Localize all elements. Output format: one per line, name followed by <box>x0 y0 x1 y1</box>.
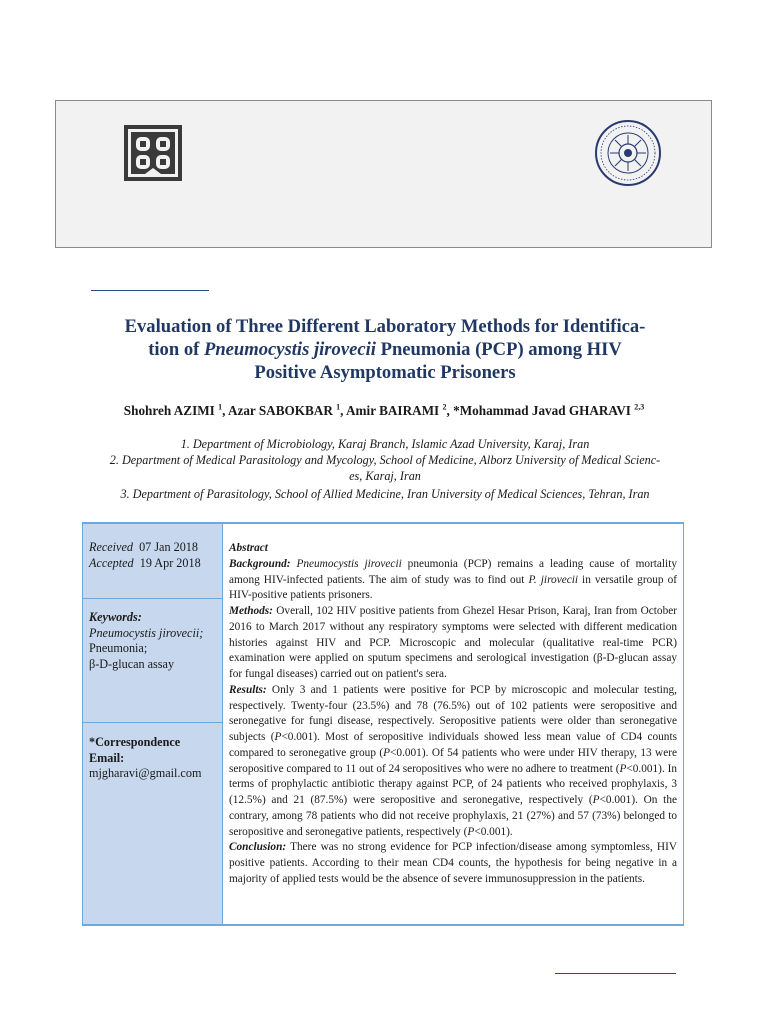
author-name: Shohreh AZIMI <box>123 403 215 418</box>
author-name: *Mohammad Javad GHARAVI <box>453 403 631 418</box>
affiliation: 3. Department of Parasitology, School of Allied Medicine, Iran University of Medical Sciences, Tehran, Iran <box>120 487 650 501</box>
header-rule <box>91 290 209 291</box>
email-link[interactable]: mjgharavi@gmail.com <box>89 766 202 780</box>
article-info-sidebar <box>83 524 223 924</box>
author-name: Amir BAIRAMI <box>346 403 440 418</box>
correspondence-section: *Correspondence Email: mjgharavi@gmail.com <box>89 735 218 782</box>
sidebar-divider <box>83 722 222 723</box>
affiliation: es, Karaj, Iran <box>349 469 421 483</box>
sidebar-divider <box>83 598 222 599</box>
journal-header-banner <box>55 100 712 248</box>
affiliation: 2. Department of Medical Parasitology and Mycology, School of Medicine, Alborz University of Medical Scienc- <box>109 453 661 467</box>
abstract-heading: Abstract <box>229 542 268 554</box>
article-title: Evaluation of Three Different Laboratory Methods for Identifica- tion of Pneumocystis jirovecii Pneumonia (PCP) among HIV Positive Asymptomatic Prisoners <box>124 316 646 383</box>
footnote-rule <box>555 973 676 974</box>
abstract-background: Background: Pneumocystis jirovecii pneumonia (PCP) remains a leading cause of mortality among HIV-infected patients. The aim of study was to find out P. jirovecii in versatile group of HIV-positive patients prisoners. <box>229 557 677 602</box>
abstract-methods: Methods: Overall, 102 HIV positive patients from Ghezel Hesar Prison, Karaj, Iran from October 2016 to March 2017 without any respiratory symptoms were selected with different medication histories against HIV and PCP. Microscopic and molecular (qualitative real-time PCR) examination were applied on sputum specimens and serological investigation (β-D-glucan assay for fungal diseases) carried out on patient's sera. <box>229 605 677 680</box>
keywords-section: Keywords: Pneumocystis jirovecii; Pneumonia; β-D-glucan assay <box>89 610 204 671</box>
author-list: Shohreh AZIMI $^1$, Azar SABOKBAR $^1$, Amir BAIRAMI $^2$, *Mohammad Javad GHARAVI $^{2,3}$ <box>123 402 645 418</box>
publisher-logo-icon <box>124 125 182 181</box>
affiliation: 1. Department of Microbiology, Karaj Branch, Islamic Azad University, Karaj, Iran <box>180 437 590 451</box>
background-text: Pneumocystis jirovecii pneumonia (PCP) remains a leading cause of mortality among HIV-infected patients. The aim of study was to find out P. jirovecii in versatile group of HIV-positive patients prisoners. <box>229 557 677 602</box>
abstract-text <box>229 541 677 888</box>
article-dates: Received 07 Jan 2018 Accepted 19 Apr 2018 <box>89 540 201 570</box>
abstract-box <box>82 522 684 926</box>
society-seal-icon <box>594 119 662 187</box>
results-text: Only 3 and 1 patients were positive for PCP by microscopic and molecular testing, respectively. Twenty-four (23.5%) and 78 (76.5%) out of 102 patients were seropositive and seronegative for fungi disease, respectively. Seropositive patients were older than seronegative subjects (P<0.001). Most of seropositive individuals showed less mean value of CD4 counts compared to seronegative group (P<0.001). Of 54 patients who were under HIV therapy, 13 were seropositive compared to 11 out of 24 seropositives who were no adhere to treatment (P<0.001). In terms of prophylactic antibiotic therapy against PCP, of 24 patients who received prophylaxis, 3 (12.5%) and 21 (87.5%) were seropositive and seronegative, respectively (P<0.001). On the contrary, among 78 patients who did not receive prophylaxis, 21 (27%) and 57 (73%) belonged to seropositive and seronegative patients, respectively (P<0.001). <box>229 683 678 838</box>
abstract-results: Results: Only 3 and 1 patients were positive for PCP by microscopic and molecular testing, respectively. Twenty-four (23.5%) and 78 (76.5%) out of 102 patients were seropositive and seronegative for fungi disease, respectively. Seropositive patients were older than seronegative subjects (P<0.001). Most of seropositive individuals showed less mean value of CD4 counts compared to seronegative group (P<0.001). Of 54 patients who were under HIV therapy, 13 were seropositive compared to 11 out of 24 seropositives who were no adhere to treatment (P<0.001). In terms of prophylactic antibiotic therapy against PCP, of 24 patients who received prophylaxis, 3 (12.5%) and 21 (87.5%) were seropositive and seronegative, respectively (P<0.001). On the contrary, among 78 patients who did not receive prophylaxis, 21 (27%) and 57 (73%) belonged to seropositive and seronegative patients, respectively (P<0.001). <box>229 683 678 838</box>
author-name: Azar SABOKBAR <box>227 403 333 418</box>
affiliation-list <box>60 436 710 502</box>
abstract-conclusion: Conclusion: There was no strong evidence for PCP infection/disease among symptomless, HIV positive patients. According to their mean CD4 counts, the hypothesis for being negative in a majority of applied tests would be the absence of severe immunosuppression in the patients. <box>229 841 677 885</box>
